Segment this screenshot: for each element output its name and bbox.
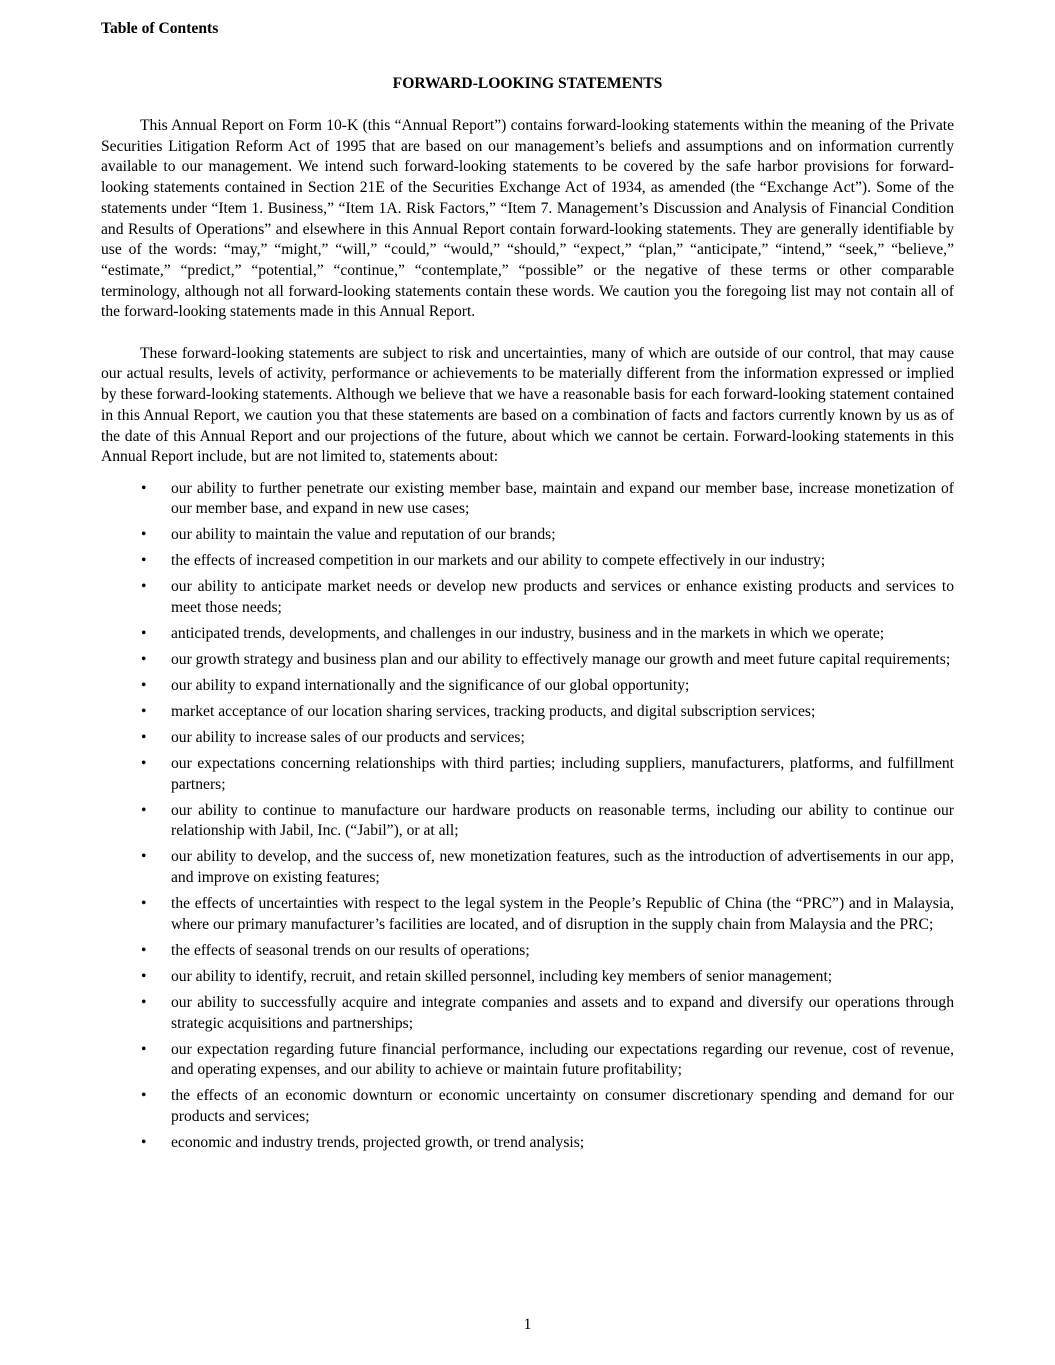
bullet-icon: • — [141, 479, 147, 497]
page-number: 1 — [523, 1316, 532, 1333]
list-item-text: our expectation regarding future financial performance, including our expectations regarding our revenue, cost of revenue, and operating expenses, and our ability to achieve or maintain future profitability; — [171, 1040, 954, 1079]
bullet-icon: • — [141, 967, 147, 985]
bullet-icon: • — [141, 677, 147, 695]
list-item — [101, 801, 954, 842]
list-item-text: anticipated trends, developments, and challenges in our industry, business and in the markets in which we operate; — [171, 625, 885, 643]
bullet-icon: • — [141, 1087, 147, 1105]
bullet-icon: • — [141, 729, 147, 747]
list-item-text: our growth strategy and business plan and our ability to effectively manage our growth and meet future capital requirements; — [171, 651, 951, 669]
list-item-text: the effects of seasonal trends on our results of operations; — [171, 941, 530, 959]
list-item — [101, 1086, 954, 1127]
list-item — [101, 702, 954, 723]
bullet-icon: • — [141, 941, 147, 959]
list-item-text: our ability to further penetrate our existing member base, maintain and expand our member base, increase monetization of our member base, and expand in new use cases; — [171, 479, 954, 518]
section-title: FORWARD-LOOKING STATEMENTS — [392, 75, 663, 92]
bullet-icon: • — [141, 895, 147, 913]
list-item — [101, 624, 954, 645]
list-item — [101, 1040, 954, 1081]
bullet-icon: • — [141, 578, 147, 596]
bullet-icon: • — [141, 801, 147, 819]
list-item — [101, 847, 954, 888]
list-item — [101, 676, 954, 697]
list-item — [101, 525, 954, 546]
list-item — [101, 941, 954, 962]
bullet-icon: • — [141, 1133, 147, 1151]
list-item-text: our ability to expand internationally and the significance of our global opportunity; — [171, 677, 690, 695]
paragraph: These forward-looking statements are subject to risk and uncertainties, many of which are outside of our control, that may cause our actual results, levels of activity, performance or achievements to be materially different from the information expressed or implied by these forward-looking statements. Although we believe that we have a reasonable basis for each forward-looking statement contained in this Annual Report, we caution you that these statements are based on a combination of facts and factors currently known by us as of the date of this Annual Report and our projections of the future, about which we cannot be certain. Forward-looking statements in this Annual Report include, but are not limited to, statements about: — [101, 344, 954, 466]
list-item-text: the effects of increased competition in our markets and our ability to compete effectively in our industry; — [171, 552, 826, 570]
list-item-text: our ability to increase sales of our products and services; — [171, 729, 525, 747]
list-item — [101, 479, 954, 520]
list-item — [101, 577, 954, 618]
bullet-icon: • — [141, 651, 147, 669]
list-item-text: our ability to anticipate market needs or develop new products and services or enhance existing products and services to meet those needs; — [171, 578, 954, 617]
list-item — [101, 754, 954, 795]
bullet-icon: • — [141, 526, 147, 544]
bullet-icon: • — [141, 552, 147, 570]
list-item-text: our ability to continue to manufacture our hardware products on reasonable terms, including our ability to continue our relationship with Jabil, Inc. (“Jabil”), or at all; — [171, 801, 954, 840]
list-item-text: market acceptance of our location sharing services, tracking products, and digital subscription services; — [171, 703, 816, 721]
list-item — [101, 967, 954, 988]
list-item-text: the effects of an economic downturn or economic uncertainty on consumer discretionary spending and demand for our products and services; — [171, 1087, 954, 1125]
bullet-icon: • — [141, 755, 147, 773]
list-item-text: our ability to maintain the value and reputation of our brands; — [171, 526, 556, 544]
list-item-text: the effects of uncertainties with respect to the legal system in the People’s Republic of China (the “PRC”) and in Malaysia, where our primary manufacturer’s facilities are located, and of disruption in the supply chain from Malaysia and the PRC; — [171, 895, 954, 933]
list-item-text: our ability to identify, recruit, and retain skilled personnel, including key members of senior management; — [171, 967, 833, 985]
bullet-icon: • — [141, 703, 147, 721]
bullet-list — [101, 479, 954, 1154]
list-item — [101, 551, 954, 572]
list-item-text: economic and industry trends, projected growth, or trend analysis; — [171, 1133, 585, 1151]
list-item — [101, 894, 954, 935]
document-body — [101, 116, 954, 1159]
list-item — [101, 1133, 954, 1154]
list-item-text: our expectations concerning relationships with third parties; including suppliers, manufacturers, platforms, and fulfillment partners; — [171, 755, 954, 793]
list-item — [101, 728, 954, 749]
paragraph: This Annual Report on Form 10-K (this “Annual Report”) contains forward-looking statements within the meaning of the Private Securities Litigation Reform Act of 1995 that are based on our management’s beliefs and assumptions and on information currently available to our management. We intend such forward-looking statements to be covered by the safe harbor provisions for forward-looking statements contained in Section 21E of the Securities Exchange Act of 1934, as amended (the “Exchange Act”). Some of the statements under “Item 1. Business,” “Item 1A. Risk Factors,” “Item 7. Management’s Discussion and Analysis of Financial Condition and Results of Operations” and elsewhere in this Annual Report contain forward-looking statements. They are generally identifiable by use of the words: “may,” “might,” “will,” “could,” “would,” “should,” “expect,” “plan,” “anticipate,” “intend,” “seek,” “believe,” “estimate,” “predict,” “potential,” “continue,” “contemplate,” “possible” or the negative of these terms or other comparable terminology, although not all forward-looking statements contain these words. We caution you the foregoing list may not contain all of the forward-looking statements made in this Annual Report. — [101, 117, 954, 321]
list-item-text: our ability to successfully acquire and integrate companies and assets and to expand and diversify our operations through strategic acquisitions and partnerships; — [171, 993, 954, 1032]
table-of-contents-link[interactable]: Table of Contents — [101, 20, 219, 37]
bullet-icon: • — [141, 848, 147, 866]
bullet-icon: • — [141, 993, 147, 1011]
list-item-text: our ability to develop, and the success of, new monetization features, such as the introduction of advertisements in our app, and improve on existing features; — [171, 848, 954, 887]
bullet-icon: • — [141, 625, 147, 643]
bullet-icon: • — [141, 1040, 147, 1058]
list-item — [101, 650, 954, 671]
list-item — [101, 993, 954, 1034]
